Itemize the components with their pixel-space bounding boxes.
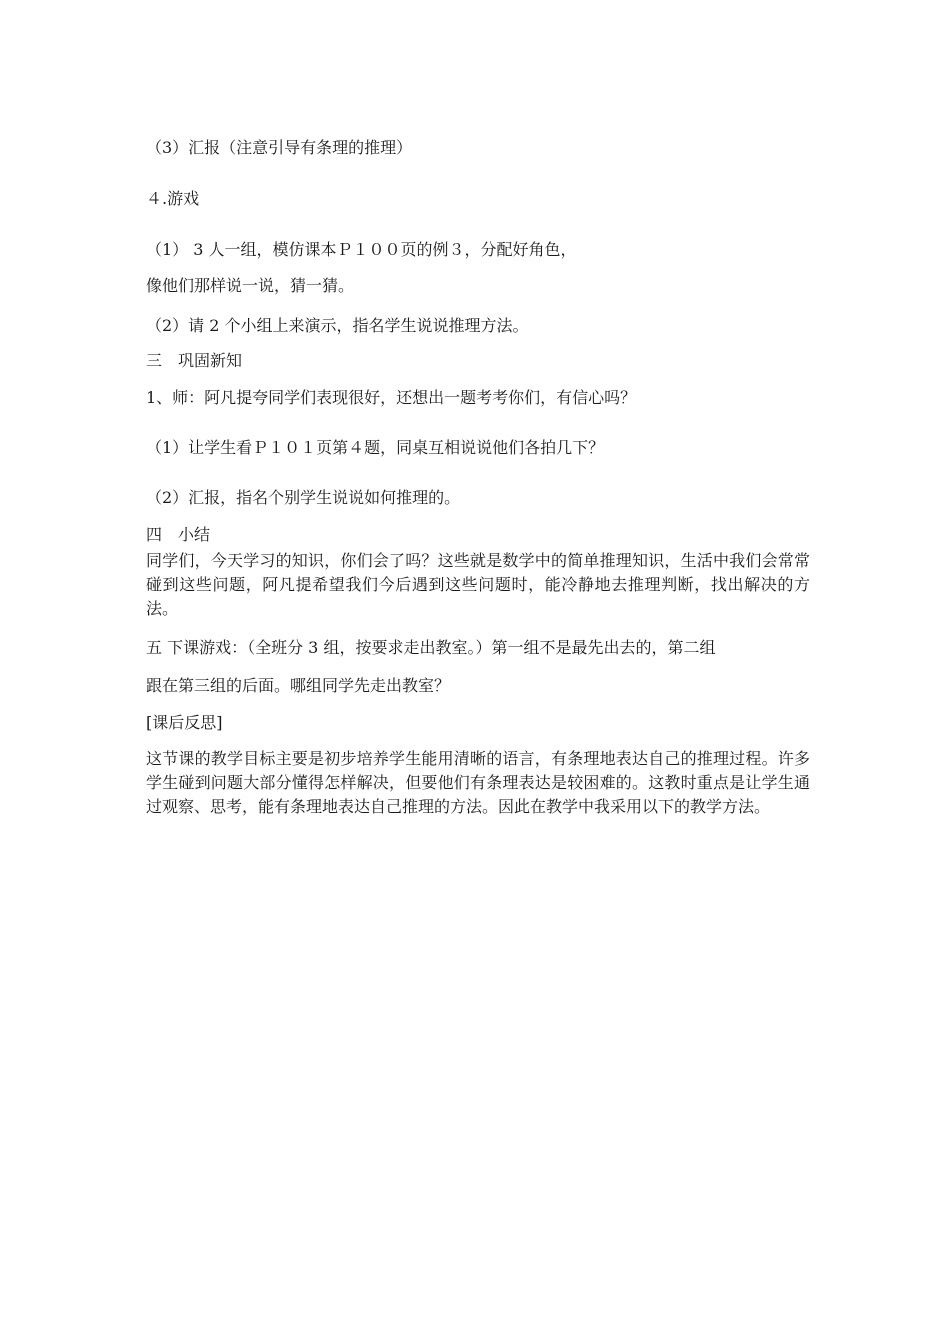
step-3-report: （3）汇报（注意引导有条理的推理） xyxy=(146,138,413,157)
class-game-line-2: 跟在第三组的后面。哪组同学先走出教室？ xyxy=(146,676,451,695)
heading-summary: 四 小结 xyxy=(146,525,211,544)
reflection-heading: [课后反思] xyxy=(146,713,223,732)
class-game-line-1: 五 下课游戏：（全班分 3 组，按要求走出教室。）第一组不是最先出去的，第二组 xyxy=(146,638,716,657)
heading-game: ４.游戏 xyxy=(146,189,200,208)
exercise-step-1: （1）让学生看Ｐ１０１页第４题，同桌互相说说他们各拍几下？ xyxy=(146,438,605,457)
teacher-question: 1、师：阿凡提夸同学们表现很好，还想出一题考考你们，有信心吗？ xyxy=(146,388,637,407)
exercise-step-2: （2）汇报，指名个别学生说说如何推理的。 xyxy=(146,488,461,507)
heading-consolidate: 三 巩固新知 xyxy=(146,351,243,370)
game-step-2: （2）请 2 个小组上来演示，指名学生说说推理方法。 xyxy=(146,316,529,335)
summary-paragraph: 同学们，今天学习的知识，你们会了吗？这些就是数学中的简单推理知识，生活中我们会常常碰到这些问题，阿凡提希望我们今后遇到这些问题时，能冷静地去推理判断，找出解决的方法。 xyxy=(146,551,810,618)
game-step-1-cont: 像他们那样说一说，猜一猜。 xyxy=(146,276,355,295)
game-step-1: （1） 3 人一组，模仿课本Ｐ１００页的例３，分配好角色， xyxy=(146,240,577,259)
reflection-paragraph: 这节课的教学目标主要是初步培养学生能用清晰的语言，有条理地表达自己的推理过程。许多学生碰到问题大部分懂得怎样解决，但要他们有条理表达是较困难的。这教时重点是让学生通过观察、思考，能有条理地表达自己推理的方法。因此在教学中我采用以下的教学方法。 xyxy=(146,749,810,816)
